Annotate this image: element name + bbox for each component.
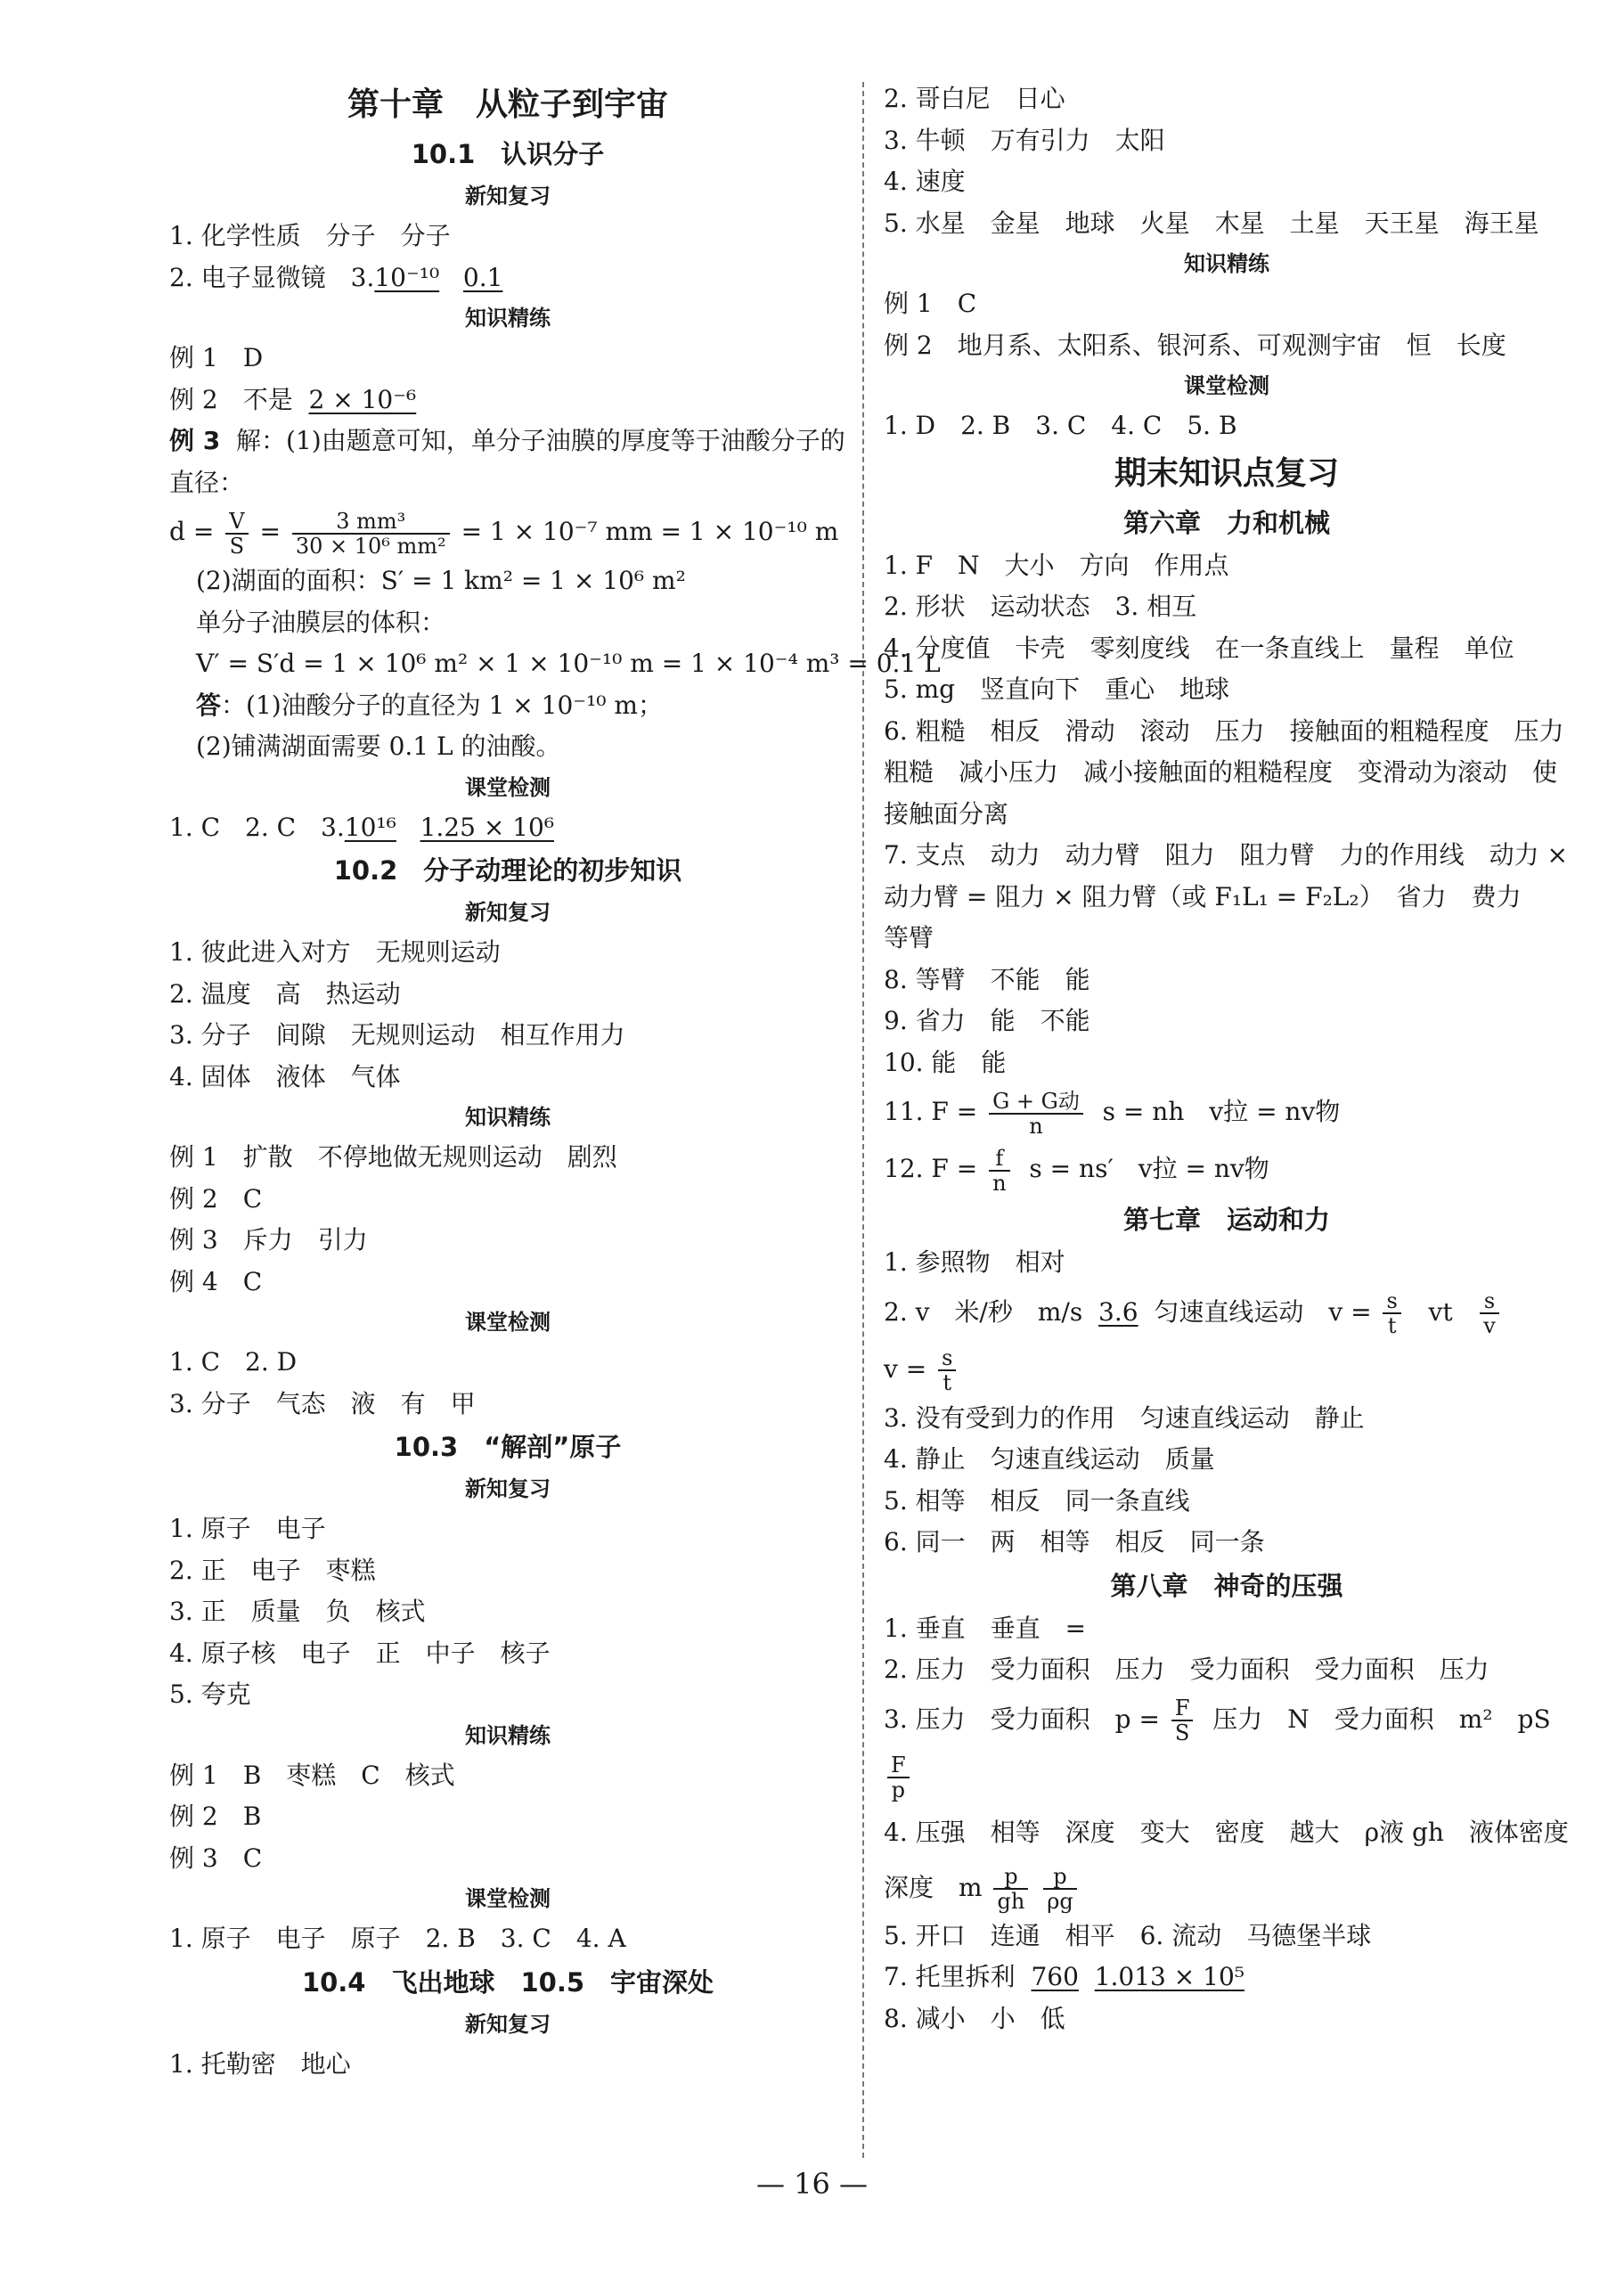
fraction (938, 1346, 956, 1394)
formula-line (884, 1805, 1594, 1916)
section-title-10-1: 10.1 认识分子 (411, 139, 605, 169)
fraction-numerator: G + G动 (989, 1090, 1083, 1115)
answer-line: 4. 速度 (884, 167, 966, 196)
fraction-denominator: ρg (1047, 1889, 1073, 1914)
answer-line: 9. 省力 能 不能 (884, 1006, 1090, 1035)
example-answer: 例 3 斥力 引力 (169, 1225, 368, 1254)
answer-line: 1. C 2. D (169, 1347, 298, 1377)
fraction (887, 1753, 910, 1802)
subheading-check: 课堂检测 (465, 774, 551, 800)
answer-line: 7. 支点 动力 动力臂 阻力 阻力臂 力的作用线 动力 × 动力臂 = 阻力 × 阻力臂（或 F₁L₁ = F₂L₂） 省力 费力 等臂 (884, 840, 1568, 952)
subheading-check: 课堂检测 (465, 1886, 551, 1911)
fraction-denominator: S (1174, 1720, 1190, 1745)
formula-part: s = nh v拉 = nv物 (1102, 1097, 1341, 1126)
answer-blank: 1.013 × 10⁵ (1094, 1962, 1245, 1991)
fraction-denominator: t (1387, 1313, 1397, 1338)
fraction (292, 510, 450, 558)
answer-blank: 0.1 (462, 262, 503, 292)
fraction-numerator: V (225, 510, 248, 535)
fraction-numerator: f (989, 1147, 1009, 1172)
fraction-denominator: 30 × 10⁶ mm² (295, 533, 446, 559)
subheading-review: 新知复习 (465, 1476, 551, 1501)
answer-line: 4. 固体 液体 气体 (169, 1061, 401, 1091)
answer-line: 5. 夸克 (169, 1679, 251, 1709)
formula-part: 12. F = (884, 1154, 978, 1183)
answer-line: 2. 压力 受力面积 压力 受力面积 受力面积 压力 (884, 1655, 1489, 1684)
fraction-numerator: F (1171, 1696, 1194, 1721)
formula-part: 3. 压力 受力面积 p = (884, 1704, 1160, 1734)
solution-answer: (2)铺满湖面需要 0.1 L 的油酸。 (196, 731, 561, 761)
fraction (1043, 1865, 1076, 1913)
example-answer: 例 2 地月系、太阳系、银河系、可观测宇宙 恒 长度 (884, 330, 1506, 360)
answer-line: 1. 原子 电子 (169, 1514, 326, 1543)
subheading-review: 新知复习 (465, 184, 551, 208)
solution-line: V′ = S′d = 1 × 10⁶ m² × 1 × 10⁻¹⁰ m = 1 × 10⁻⁴ m³ = 0.1 L (196, 649, 941, 678)
formula-part: 压力 N 受力面积 m² pS (1212, 1704, 1551, 1734)
chapter-8-title: 第八章 神奇的压强 (1110, 1570, 1343, 1601)
formula-line (884, 1341, 1570, 1398)
chapter-7-title: 第七章 运动和力 (1122, 1205, 1330, 1235)
answer-text: 1. C 2. C 3. (169, 812, 345, 842)
answer-blank: 760 (1031, 1962, 1079, 1991)
formula-line (169, 503, 846, 560)
fraction (1383, 1289, 1400, 1337)
answer-blank: 10⁻¹⁰ (374, 262, 440, 292)
example-answer (169, 380, 846, 421)
fraction-denominator: gh (997, 1889, 1025, 1914)
answer-line: 5. mg 竖直向下 重心 地球 (884, 674, 1230, 704)
subheading-practice: 知识精练 (465, 1722, 551, 1748)
section-title-10-4-10-5: 10.4 飞出地球 10.5 宇宙深处 (301, 1966, 714, 1998)
fraction-numerator: 3 mm³ (292, 510, 450, 535)
answer-line: 1. 垂直 垂直 = (884, 1613, 1087, 1643)
subheading-practice: 知识精练 (465, 1105, 551, 1130)
section-title-10-3: 10.3 “解剖”原子 (394, 1432, 622, 1462)
solution-line: 单分子油膜层的体积： (196, 607, 446, 637)
answer-line: 2. 温度 高 热运动 (169, 978, 401, 1009)
subheading-review: 新知复习 (465, 2011, 551, 2037)
solution-line: (2)湖面的面积：S′ = 1 km² = 1 × 10⁶ m² (196, 566, 686, 595)
formula-line (884, 1284, 1570, 1341)
answer-text: 2. 电子显微镜 3. (169, 262, 375, 292)
fraction-denominator: n (992, 1170, 1007, 1196)
answer-line: 3. 分子 间隙 无规则运动 相互作用力 (169, 1020, 625, 1050)
fraction-denominator: n (1029, 1113, 1043, 1139)
answer-line: 5. 相等 相反 同一条直线 (884, 1485, 1190, 1516)
formula-line (884, 1083, 1570, 1140)
answer-blank: 1.25 × 10⁶ (420, 812, 555, 842)
answer-line: 8. 减小 小 低 (884, 2003, 1065, 2033)
answer-label: 答 (196, 690, 222, 720)
answer-line: 6. 同一 两 相等 相反 同一条 (884, 1527, 1265, 1557)
page-number: — 16 — (755, 2167, 869, 2201)
fraction-numerator: s (1480, 1289, 1499, 1314)
answer-line: 1. F N 大小 方向 作用点 (884, 550, 1229, 580)
formula-part: 4. 压强 相等 深度 变大 密度 越大 ρ液 gh 液体密度 深度 m (884, 1817, 1594, 1902)
example-label: 例 3 (169, 426, 221, 455)
answer-line (884, 1957, 1570, 1998)
formula-part: s = ns′ v拉 = nv物 (1029, 1154, 1269, 1183)
formula-part: d = (169, 517, 215, 546)
fraction-denominator: t (943, 1370, 952, 1395)
answer-line: 3. 牛顿 万有引力 太阳 (884, 125, 1165, 155)
fraction-denominator: S (229, 533, 245, 559)
answer-line: 1. 原子 电子 原子 2. B 3. C 4. A (169, 1924, 626, 1953)
fraction-numerator: s (1383, 1289, 1400, 1314)
answer-line (169, 257, 846, 299)
formula-part: = (259, 517, 281, 546)
subheading-check: 课堂检测 (465, 1310, 551, 1335)
formula-part: = 1 × 10⁻⁷ mm = 1 × 10⁻¹⁰ m (461, 517, 839, 546)
right-column (884, 78, 1594, 2039)
answer-line: 3. 正 质量 负 核式 (169, 1597, 426, 1626)
answer-line: 5. 开口 连通 相平 6. 流动 马德堡半球 (884, 1920, 1372, 1950)
subheading-practice: 知识精练 (1184, 251, 1269, 276)
subheading-review: 新知复习 (465, 900, 551, 925)
solution-answer (169, 685, 846, 727)
example-answer: 例 1 B 枣糕 C 核式 (169, 1760, 455, 1790)
answer-line: 1. 化学性质 分子 分子 (169, 221, 451, 250)
chapter-title: 第十章 从粒子到宇宙 (347, 86, 668, 123)
fraction-numerator: p (993, 1865, 1028, 1890)
answer-blank: 3.6 (1098, 1296, 1138, 1327)
formula-part: 匀速直线运动 v = (1154, 1296, 1372, 1327)
fraction-denominator: v (1483, 1313, 1496, 1338)
fraction (1480, 1289, 1499, 1337)
fraction (993, 1865, 1028, 1913)
formula-part: 2. v 米/秒 m/s (884, 1296, 1083, 1327)
fraction-numerator: p (1043, 1865, 1076, 1890)
answer-line: 1. 彼此进入对方 无规则运动 (169, 937, 501, 967)
example-answer: 例 2 C (169, 1183, 263, 1214)
fraction-numerator: s (938, 1346, 956, 1371)
formula-part: 11. F = (884, 1097, 978, 1126)
example-answer: 例 4 C (169, 1266, 263, 1296)
formula-line (884, 1140, 1570, 1197)
column-divider (862, 82, 864, 2158)
chapter-6-title: 第六章 力和机械 (1122, 507, 1330, 538)
answer-line: 1. 参照物 相对 (884, 1247, 1065, 1277)
example-answer: 例 1 D (169, 343, 264, 372)
answer-line: 2. 哥白尼 日心 (884, 84, 1065, 113)
answer-line: 2. 正 电子 枣糕 (169, 1555, 376, 1585)
subheading-practice: 知识精练 (465, 306, 551, 331)
formula-line (884, 1691, 1570, 1748)
formula-part: v = (884, 1353, 927, 1384)
answer-text: 7. 托里拆利 (884, 1962, 1016, 1991)
answer-blank: 2 × 10⁻⁶ (308, 384, 417, 414)
answer-line: 10. 能 能 (884, 1047, 1007, 1077)
answer-line: 4. 静止 匀速直线运动 质量 (884, 1444, 1215, 1474)
answer-text: 例 2 不是 (169, 384, 293, 414)
answer-line: 1. D 2. B 3. C 4. C 5. B (884, 411, 1237, 440)
subheading-check: 课堂检测 (1184, 373, 1269, 398)
fraction (989, 1147, 1009, 1195)
answer-line: 5. 水星 金星 地球 火星 木星 土星 天王星 海王星 (884, 208, 1539, 238)
example-answer: 例 1 扩散 不停地做无规则运动 剧烈 (169, 1142, 617, 1172)
formula-part: vt (1428, 1296, 1453, 1327)
answer-line: 6. 粗糙 相反 滑动 滚动 压力 接触面的粗糙程度 压力 粗糙 减小压力 减小接触面的粗糙程度 变滑动为滚动 使接触面分离 (884, 715, 1589, 829)
answer-line: 1. 托勒密 地心 (169, 2048, 351, 2079)
answer-line: 4. 原子核 电子 正 中子 核子 (169, 1638, 551, 1668)
answer-line: 2. 形状 运动状态 3. 相互 (884, 592, 1197, 621)
section-title-10-2: 10.2 分子动理论的初步知识 (333, 855, 682, 886)
final-review-title: 期末知识点复习 (1114, 454, 1339, 492)
example-solution (169, 421, 846, 503)
fraction-denominator: p (891, 1777, 906, 1802)
fraction-numerator: F (887, 1753, 910, 1778)
answer-blank: 10¹⁶ (344, 812, 396, 842)
answer-line: 3. 分子 气态 液 有 甲 (169, 1388, 476, 1418)
example-answer: 例 3 C (169, 1843, 263, 1873)
answer-line (169, 807, 846, 849)
solution-text: 解：(1)由题意可知，单分子油膜的厚度等于油酸分子的直径： (169, 426, 845, 497)
example-answer: 例 1 C (884, 289, 977, 318)
fraction (1171, 1696, 1194, 1745)
answer-line: 3. 没有受到力的作用 匀速直线运动 静止 (884, 1402, 1365, 1433)
answer-text: ：(1)油酸分子的直径为 1 × 10⁻¹⁰ m； (221, 690, 663, 720)
answer-line: 8. 等臂 不能 能 (884, 964, 1090, 994)
fraction (225, 510, 248, 558)
formula-line (884, 1748, 1570, 1805)
fraction (989, 1090, 1083, 1138)
answer-line: 4. 分度值 卡壳 零刻度线 在一条直线上 量程 单位 (884, 633, 1514, 663)
example-answer: 例 2 B (169, 1802, 262, 1831)
